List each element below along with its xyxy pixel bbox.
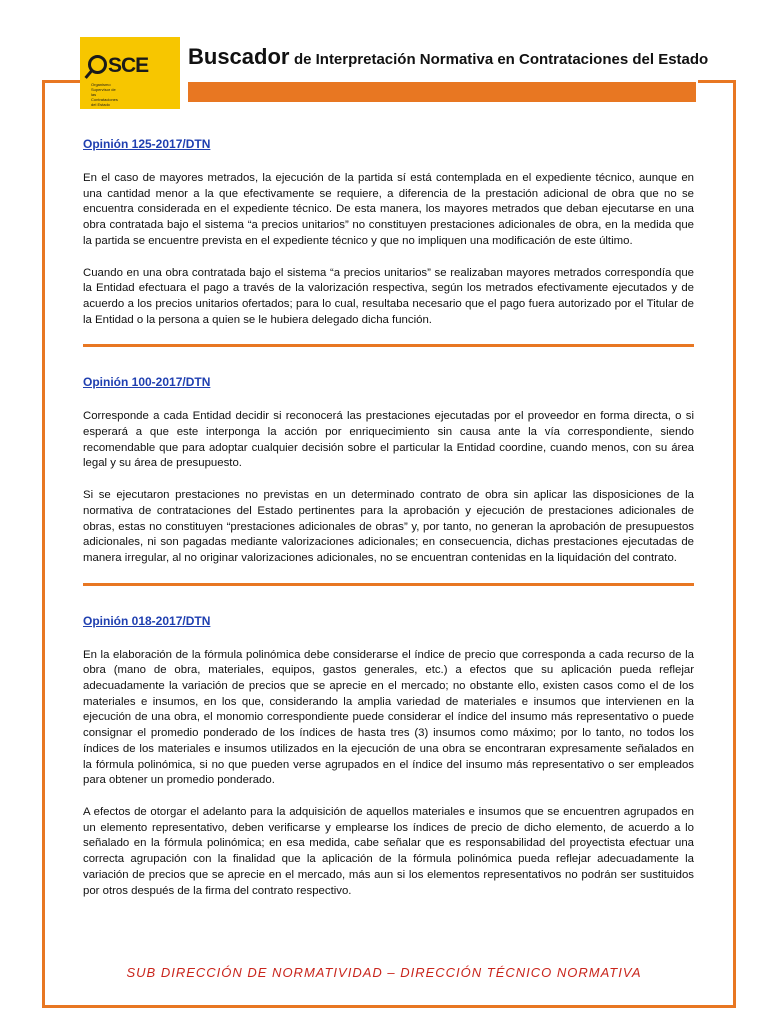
- opinions-list: [83, 137, 694, 915]
- logo-wordmark: [88, 53, 148, 78]
- opinion-paragraph: Corresponde a cada Entidad decidir si reconocerá las prestaciones ejecutadas por el proveedor en forma directa, o si esperará a que este interponga la acción por enriquecimiento sin causa ante la vía correspondiente, siendo recomendable que para adoptar cualquier decisión sobre el particular la Entidad coordine, cuando menos, con su área legal y su área de presupuesto.: [83, 410, 694, 470]
- opinion-link[interactable]: Opinión 100-2017/DTN: [83, 375, 211, 390]
- opinion-link[interactable]: Opinión 125-2017/DTN: [83, 137, 211, 151]
- title-rest: de Interpretación Normativa en Contrataciones del Estado: [293, 51, 709, 68]
- page-title: [188, 44, 709, 70]
- opinion-link[interactable]: Opinión 018-2017/DTN: [83, 613, 211, 628]
- magnifier-icon: [88, 55, 107, 74]
- opinion-block: [83, 614, 694, 900]
- osce-logo: [80, 37, 180, 109]
- footer-text: SUB DIRECCIÓN DE NORMATIVIDAD – DIRECCIÓN TÉCNICO NORMATIVA: [126, 965, 642, 980]
- opinion-paragraph: A efectos de otorgar el adelanto para la adquisición de aquellos materiales e insumos que se encuentren agrupados en un elemento representativo, deben verificarse y emplearse los índices de precio de dicho elemento, de acuerdo a lo señalado en la fórmula polinómica; en esa medida, cabe señalar que es responsabilidad del proyectista efectuar una correcta agrupación con la finalidad que la aplicación de la fórmula polinómica pueda reflejar adecuadamente la variación de precios que se aprecie en el mercado, más aun si los elementos representativos no podrán ser sustituidos por otros después de la firma del contrato respectivo.: [83, 805, 694, 897]
- section-divider: [83, 344, 694, 347]
- header-accent-bar: [188, 82, 696, 102]
- opinion-paragraph: Si se ejecutaron prestaciones no previstas en un determinado contrato de obra sin aplicar las disposiciones de la normativa de contrataciones del Estado pertinentes para la aprobación y ejecución de prestaciones adicionales de obras, estas no constituyen “prestaciones adicionales de obras” y, por tanto, no generan la aprobación de presupuestos adicionales, ni son pagadas mediante valorizaciones adicionales; en consecuencia, dichas prestaciones ejecutadas de manera irregular, al no originar valorizaciones adicionales, no se encuentran contenidas en la liquidación del contrato.: [83, 489, 694, 564]
- opinion-block: [83, 137, 694, 328]
- opinion-paragraph: En el caso de mayores metrados, la ejecución de la partida sí está contemplada en el expediente técnico, aunque en una cantidad menor a la que efectivamente se requiere, a diferencia de la prestación adicional de obra que no se encuentra considerada en el expediente técnico. De esta manera, los mayores metrados que deban ejecutarse en una obra contratada bajo el sistema “a precios unitarios” no constituyen prestaciones adicionales de obra, en la medida que la partida se encuentre prevista en el expediente técnico y que no impliquen una modificación de este último.: [83, 172, 694, 247]
- logo-text: SCE: [108, 54, 149, 77]
- opinion-paragraph: En la elaboración de la fórmula polinómica debe considerarse el índice de precio que corresponda a cada recurso de la obra (mano de obra, materiales, equipos, gastos generales, etc.) a efectos que su aplicación pueda reflejar adecuadamente la variación de precios que se aprecie en el mercado; no obstante ello, existen casos como el de los materiales e insumos, en los que, considerando la amplia variedad de materiales e insumos que intervienen en la ejecución de una obra, el monomio correspondiente puede considerar el índice del insumo más representativo o puede consignar el promedio ponderado de los índices de hasta tres (3) insumos como máximo; por lo tanto, no todos los índices de los materiales e insumos utilizados en la ejecución de una obra se encontraran expresamente señalados en la fórmula polinómica, si no que pueden verse agrupados en el índice del insumo más representativo o ser empleados para obtener un promedio ponderado.: [83, 648, 694, 787]
- opinion-paragraph: Cuando en una obra contratada bajo el sistema “a precios unitarios” se realizaban mayores metrados correspondía que la Entidad efectuara el pago a través de la valorización respectiva, según los metrados efectivamente ejecutados y de acuerdo a los precios unitarios ofertados; para lo cual, resultaba necesario que el pago fuera autorizado por el Titular de la Entidad o la persona a quien se le hubiera delegado dicha función.: [83, 266, 694, 326]
- title-main: Buscador: [188, 44, 290, 69]
- logo-tagline: Organismo Supervisor de las Contrataciones del Estado: [91, 82, 118, 107]
- section-divider: [83, 583, 694, 586]
- opinion-block: [83, 375, 694, 566]
